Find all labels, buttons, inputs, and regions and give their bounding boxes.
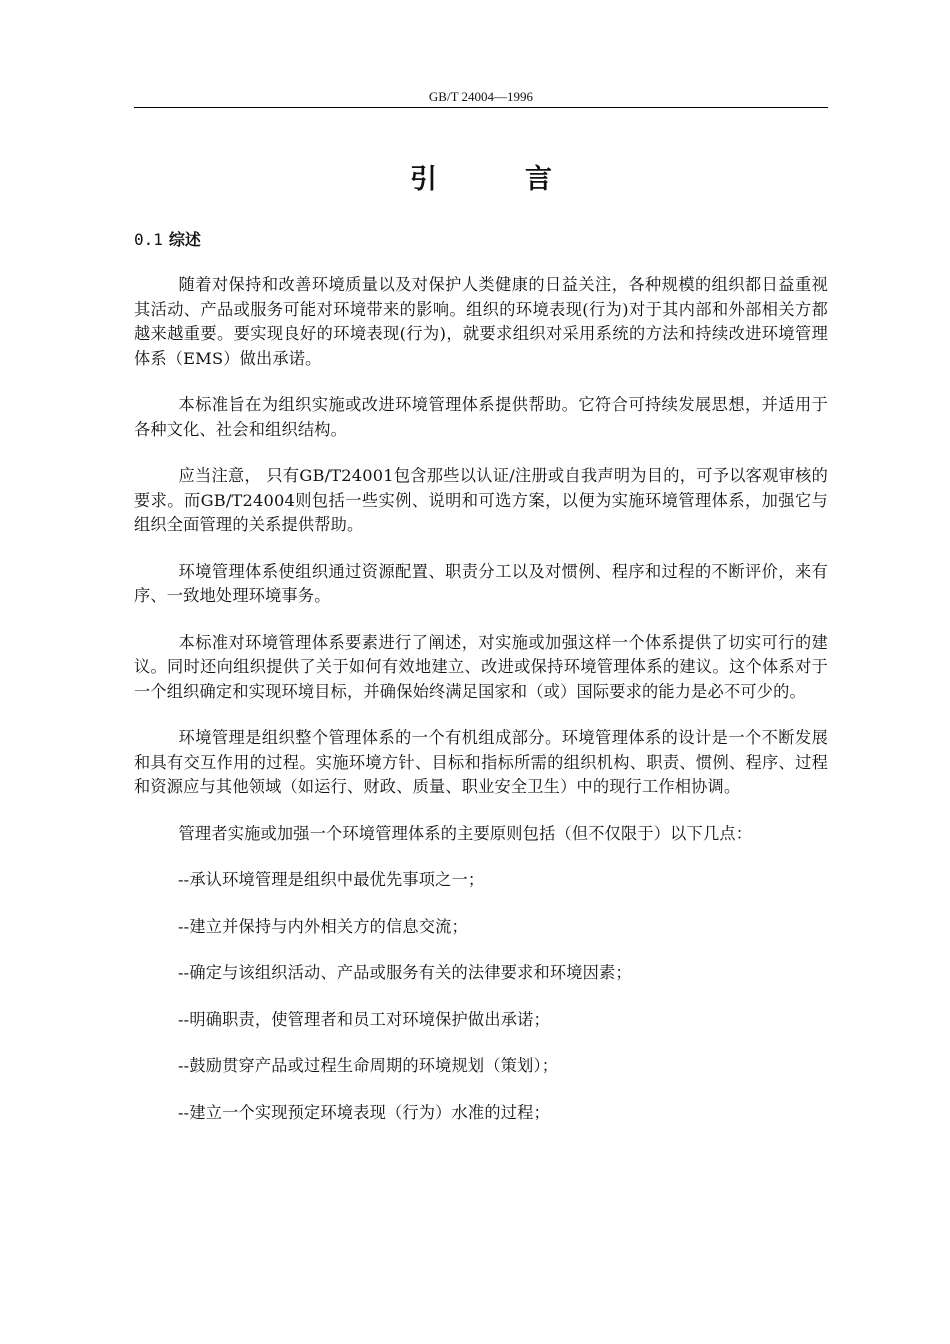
section-heading [134,228,201,252]
list-item: --建立并保持与内外相关方的信息交流； [178,916,468,936]
paragraph: 环境管理是组织整个管理体系的一个有机组成部分。环境管理体系的设计是一个不断发展和具有交互作用的过程。实施环境方针、目标和指标所需的组织机构、职责、惯例、程序、过程和资源应与其他领域（如运行、财政、质量、职业安全卫生）中的现行工作相协调。 [134,728,828,796]
paragraph: 本标准旨在为组织实施或改进环境管理体系提供帮助。它符合可持续发展思想，并适用于各种文化、社会和组织结构。 [134,395,828,439]
list-item: --承认环境管理是组织中最优先事项之一； [178,870,485,889]
running-header: GB/T 24004—1996 [428,89,534,104]
paragraph: 随着对保持和改善环境质量以及对保护人类健康的日益关注，各种规模的组织都日益重视其活动、产品或服务可能对环境带来的影响。组织的环境表现(行为)对于其内部和外部相关方都越来越重要。要实现良好的环境表现(行为)，就要求组织对采用系统的方法和持续改进环境管理体系（EMS）做出承诺。 [134,275,828,368]
header-rule [134,107,828,108]
title-char-2: 言 [525,164,552,195]
list-item: --鼓励贯穿产品或过程生命周期的环境规划（策划）； [178,1056,559,1075]
paragraph: 管理者实施或加强一个环境管理体系的主要原则包括（但不仅限于）以下几点： [178,823,753,843]
body-text [134,273,828,1147]
section-title: 综述 [168,230,201,249]
page-title [134,160,828,200]
paragraph: 环境管理体系使组织通过资源配置、职责分工以及对惯例、程序和过程的不断评价，来有序、一致地处理环境事务。 [134,561,828,605]
list-item: --确定与该组织活动、产品或服务有关的法律要求和环境因素； [178,963,632,982]
paragraph: 应当注意， 只有GB/T24001包含那些以认证/注册或自我声明为目的，可予以客观审核的要求。而GB/T24004则包括一些实例、说明和可选方案，以便为实施环境管理体系，加强它与组织全面管理的关系提供帮助。 [134,466,828,534]
title-char-1: 引 [410,164,437,195]
list-item: --明确职责，使管理者和员工对环境保护做出承诺； [178,1009,550,1029]
list-item: --建立一个实现预定环境表现（行为）水准的过程； [178,1102,550,1122]
paragraph: 本标准对环境管理体系要素进行了阐述，对实施或加强这样一个体系提供了切实可行的建议。同时还向组织提供了关于如何有效地建立、改进或保持环境管理体系的建议。这个体系对于一个组织确定和实现环境目标，并确保始终满足国家和（或）国际要求的能力是必不可少的。 [134,632,828,701]
section-number: 0.1 [134,230,163,249]
